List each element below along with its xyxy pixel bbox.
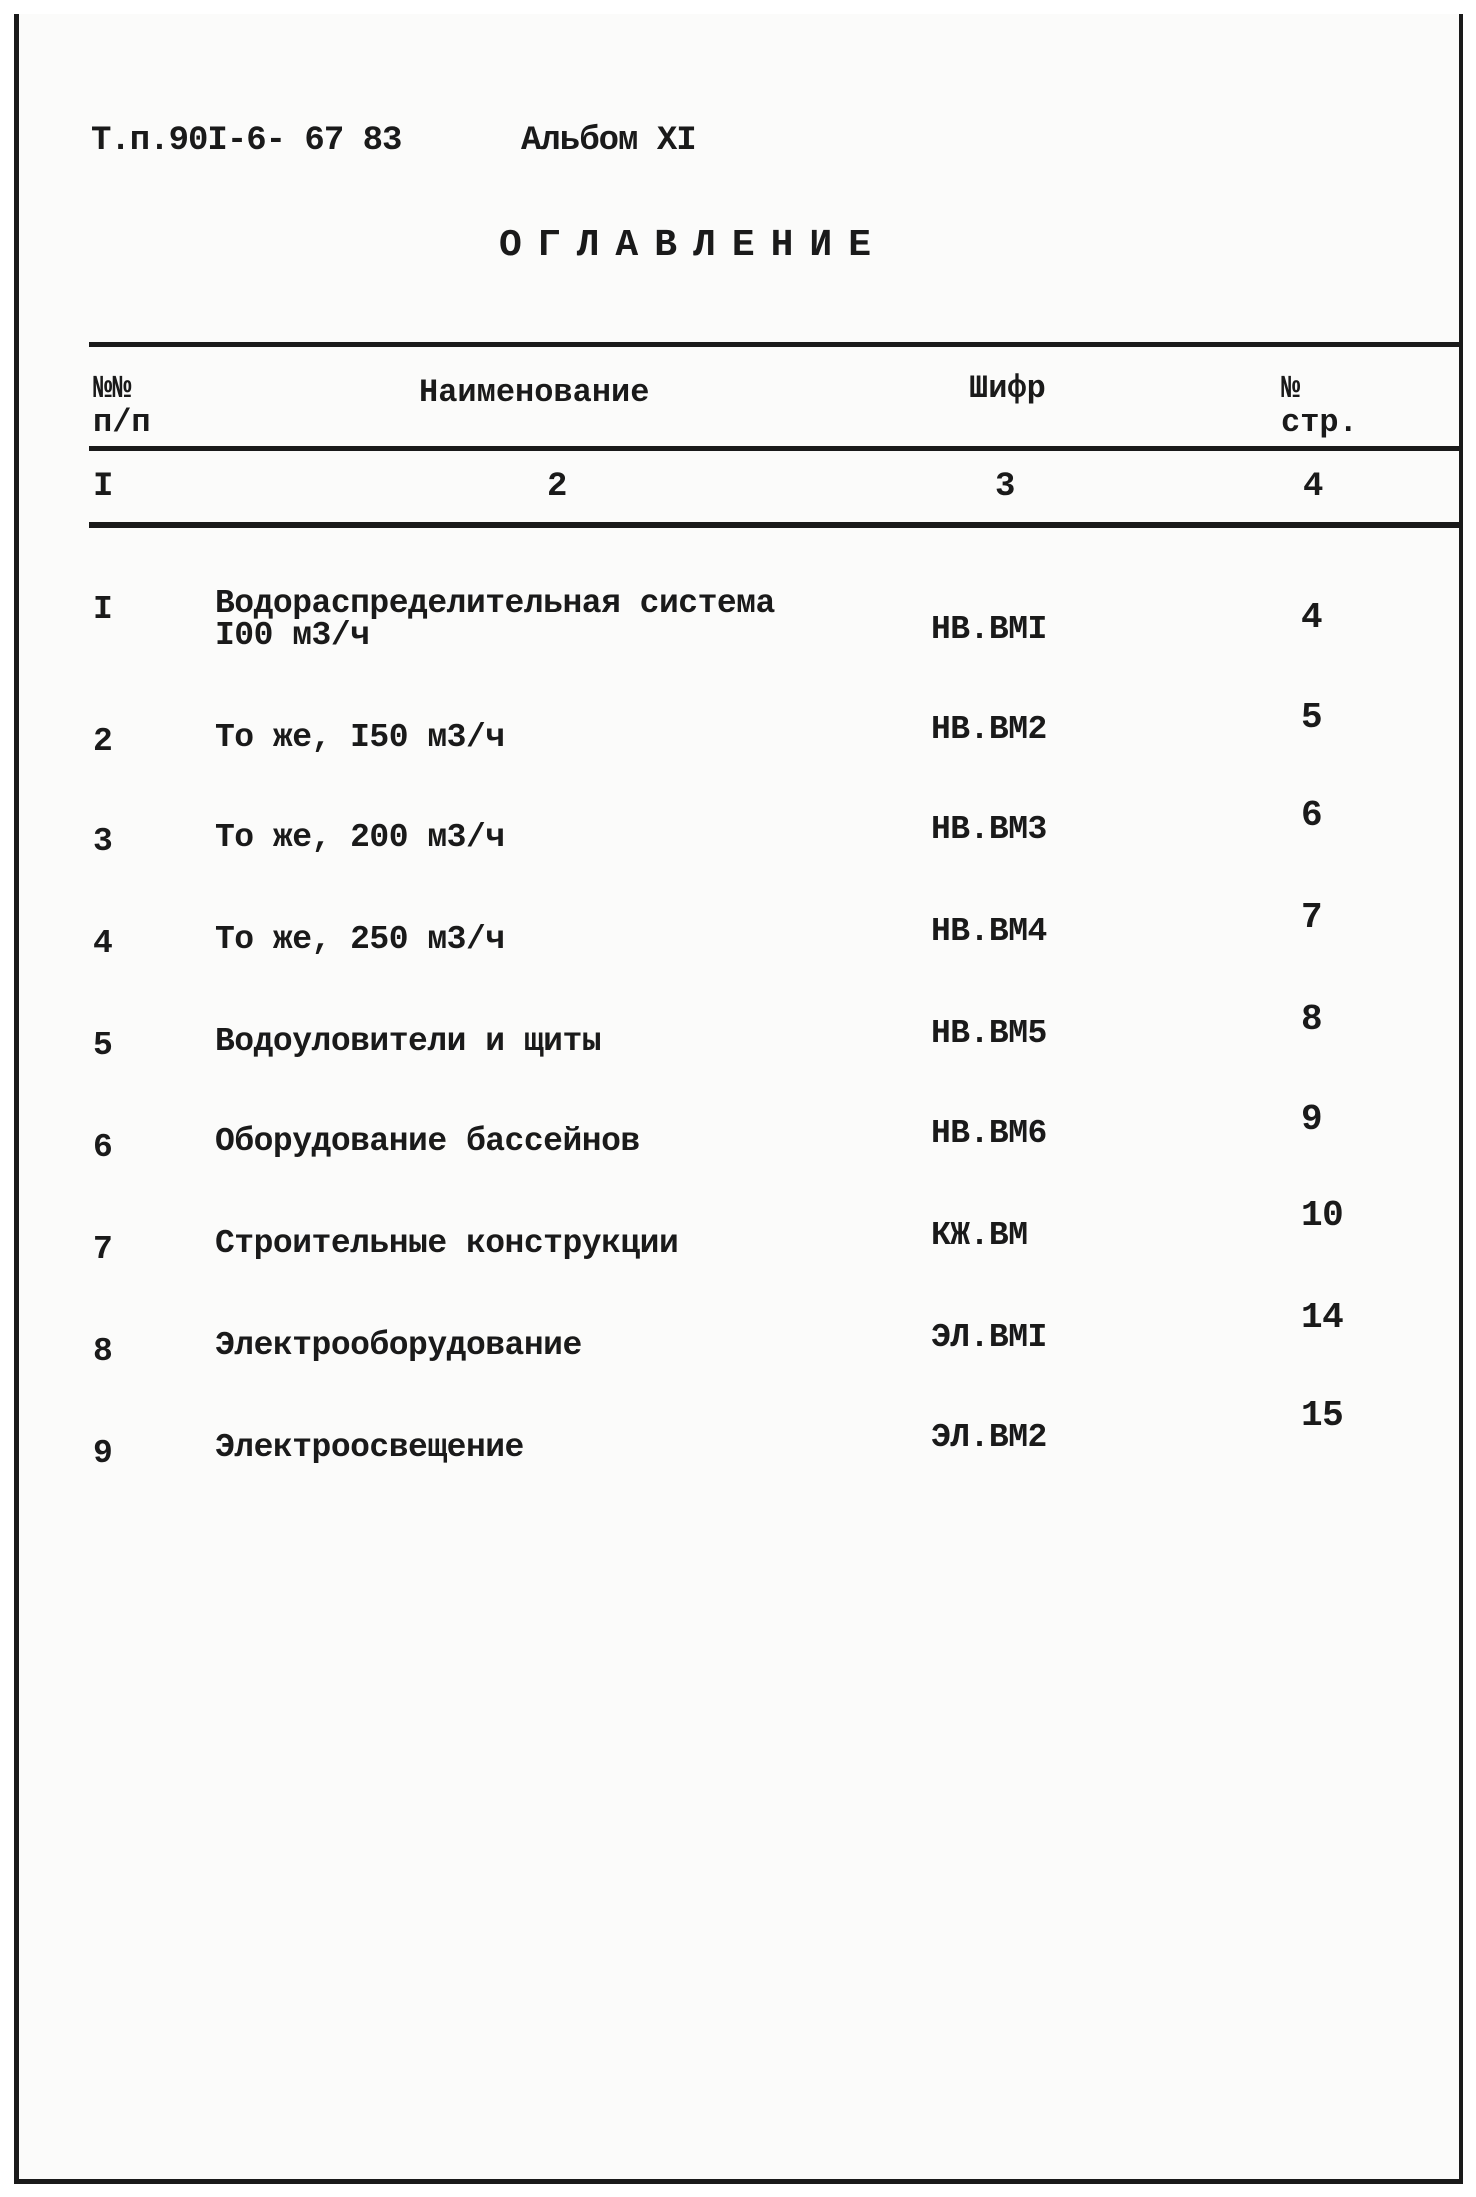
column-index-3: 3 (995, 468, 1016, 506)
document-page (14, 14, 1463, 2184)
row-page: 5 (1301, 697, 1323, 738)
table-top-rule (89, 342, 1461, 347)
row-page: 7 (1301, 897, 1323, 938)
row-page: 4 (1301, 597, 1323, 638)
row-page: 6 (1301, 795, 1323, 836)
column-index-1: I (93, 468, 114, 506)
row-code: ЭЛ.ВМ2 (931, 1419, 1047, 1456)
row-number: 3 (93, 823, 113, 860)
row-code: НВ.ВМ4 (931, 913, 1047, 950)
album-label: Альбом XI (521, 122, 696, 160)
row-code: НВ.ВМI (931, 611, 1047, 648)
header-divider-rule (89, 446, 1461, 451)
row-name: Строительные конструкции (215, 1225, 679, 1262)
row-name: Электрооборудование (215, 1327, 582, 1364)
column-index-2: 2 (547, 468, 568, 506)
row-name: Водораспределительная система I00 м3/ч (215, 585, 775, 654)
row-number: 5 (93, 1027, 113, 1064)
column-index-4: 4 (1303, 468, 1324, 506)
row-name: Водоуловители и щиты (215, 1023, 602, 1060)
row-name: То же, 250 м3/ч (215, 921, 505, 958)
row-code: КЖ.ВМ (931, 1217, 1028, 1254)
row-page: 14 (1301, 1297, 1344, 1338)
page-title: ОГЛАВЛЕНИЕ (499, 224, 888, 267)
row-code: НВ.ВМ6 (931, 1115, 1047, 1152)
document-code: Т.п.90I-6- 67 83 (91, 122, 402, 160)
column-header-number: №№ п/п (93, 370, 151, 441)
row-number: 7 (93, 1231, 113, 1268)
column-header-code: Шифр (969, 370, 1046, 407)
row-number: 6 (93, 1129, 113, 1166)
row-name: То же, I50 м3/ч (215, 719, 505, 756)
row-number: 9 (93, 1435, 113, 1472)
index-divider-rule (89, 522, 1461, 528)
row-code: ЭЛ.ВМI (931, 1319, 1047, 1356)
row-name: Оборудование бассейнов (215, 1123, 640, 1160)
row-number: I (93, 591, 113, 628)
row-number: 4 (93, 925, 113, 962)
row-page: 10 (1301, 1195, 1344, 1236)
row-number: 8 (93, 1333, 113, 1370)
row-page: 15 (1301, 1395, 1344, 1436)
row-name: Электроосвещение (215, 1429, 524, 1466)
row-number: 2 (93, 723, 113, 760)
column-header-name: Наименование (419, 374, 650, 411)
row-page: 8 (1301, 999, 1323, 1040)
row-page: 9 (1301, 1099, 1323, 1140)
row-code: НВ.ВМ3 (931, 811, 1047, 848)
row-code: НВ.ВМ2 (931, 711, 1047, 748)
row-code: НВ.ВМ5 (931, 1015, 1047, 1052)
column-header-page: № стр. (1281, 370, 1358, 441)
row-name: То же, 200 м3/ч (215, 819, 505, 856)
